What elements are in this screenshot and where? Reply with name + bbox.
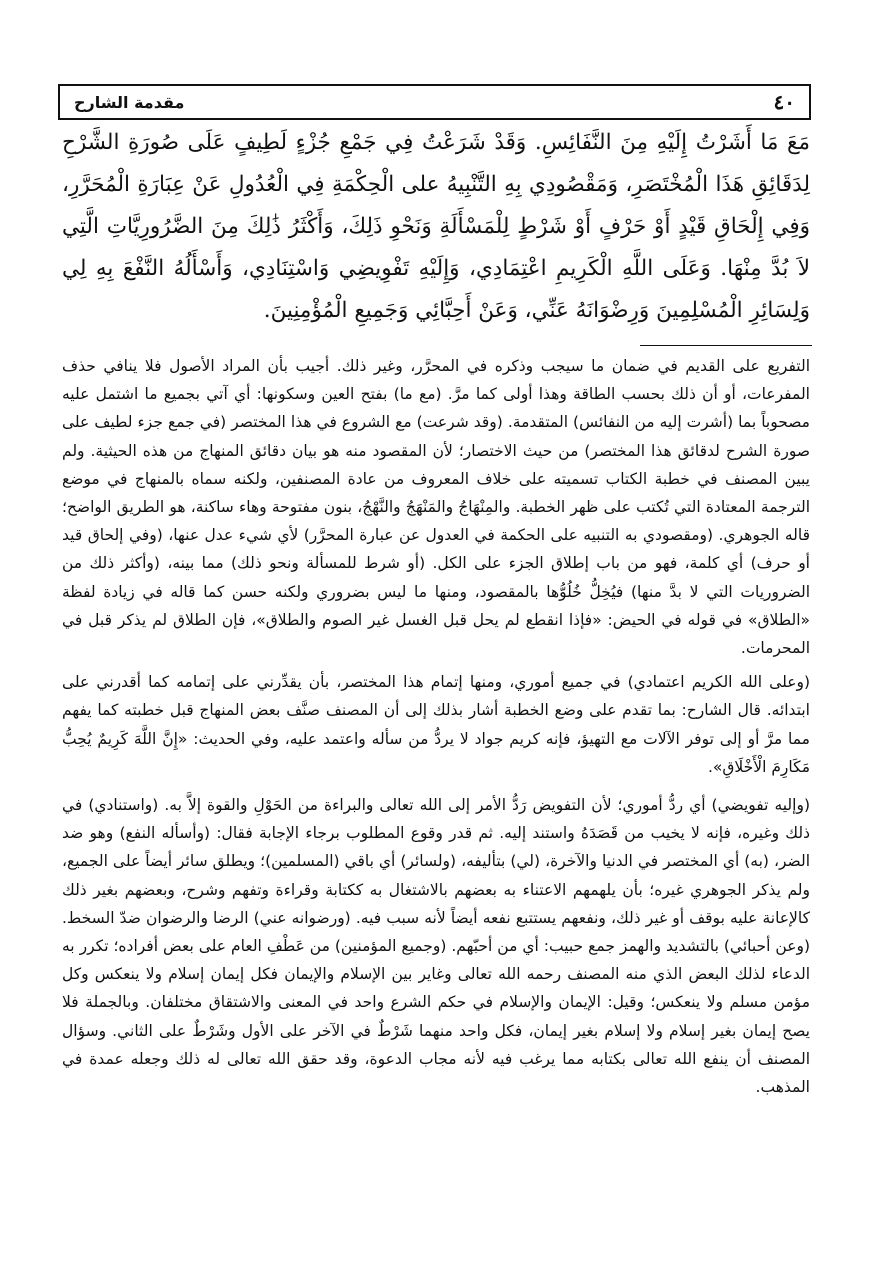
sharh-paragraph: (وعلى الله الكريم اعتمادي) في جميع أموري، ومنها إتمام هذا المختصر، بأن يقدِّرني على إتمامه كما أقدرني على ابتدائه. قال الشارح: بما تقدم على وضع الخطبة أشار بذلك إلى أن المصنف صنَّف بعض المنهاج قبل خطبته كما يفهم مما مرَّ أو إلى توفر الآلات مع التهيؤ، فإنه كريم جواد لا يردُّ من سأله واعتمد عليه، وفي الحديث: «إِنَّ اللَّهَ كَرِيمٌ يُحِبُّ مَكَارِمَ الْأَخْلَاقِ».: [62, 673, 810, 776]
page-number: ٤٠: [773, 90, 795, 114]
sharh-paragraph: (وإليه تفويضي) أي ردُّ أموري؛ لأن التفويض رَدُّ الأمر إلى الله تعالى والبراءة من الحَوْلِ والقوة إلاَّ به. (واستنادي) في ذلك وغيره، فإنه لا يخيب من قَصَدَهُ واستند إليه. ثم قدر وقوع المطلوب برجاء الإجابة فقال: (وأسأله النفع) وهو ضد الضر، (به) أي المختصر في الدنيا والآخرة، (لي) بتأليفه، (ولسائر) أي باقي (المسلمين)؛ ويطلق سائر أيضاً على الجميع، ولم يذكر الجوهري غيره؛ بأن يلهمهم الاعتناء به بعضهم بالاشتغال به ككتابة وقراءة وتفهم وشرح، وبعضهم بغير ذلك كالإعانة عليه بوقف أو غير ذلك، ونفعهم يستتبع نفعه أيضاً لأنه سبب فيه. (ورضوانه عني) الرضا والرضوان ضدّ السخط. (وعن أحبائي) بالتشديد والهمز جمع حبيب: أي من أحبّهم. (وجميع المؤمنين) من عَطْفِ العام على بعض أفراده؛ تكرر به الدعاء لذلك البعض الذي منه المصنف رحمه الله تعالى وغاير بين الإسلام والإيمان فكل إيمان إسلام ولا ينعكس وكل مؤمن مسلم ولا ينعكس؛ وقيل: الإيمان والإسلام في حكم الشرع واحد في المعنى والاشتقاق مختلفان. وبالجملة فلا يصح إيمان بغير إسلام ولا إسلام بغير إيمان، فكل واحد منهما شَرْطٌ في الآخر على الأول وشَرْطٌ على الثاني. وسؤال المصنف أن ينفع الله تعالى بكتابه مما يرغب فيه لأنه مجاب الدعوة، وقد حقق الله تعالى له ذلك وجعله عمدة في المذهب.: [62, 796, 810, 1097]
matn-text: مَعَ مَا أَشَرْتُ إِلَيْهِ مِنَ النَّفَائِسِ. وَقَدْ شَرَعْتُ فِي جَمْعِ جُزْءٍ لَطِيفٍ عَلَى صُورَةِ الشَّرْحِ لِدَقَائِقِ هَذَا الْمُخْتَصَرِ، وَمَقْصُودِي بِهِ التَّنْبِيهُ على الْحِكْمَةِ فِي الْعُدُولِ عَنْ عِبَارَةِ الْمُحَرَّرِ، وَفِي إِلْحَاقِ قَيْدٍ أَوْ حَرْفٍ أَوْ شَرْطٍ لِلْمَسْأَلَةِ وَنَحْوِ ذَلِكَ، وَأَكْثَرُ ذَٰلِكَ مِنَ الضَّرُورِيَّاتِ الَّتِي لاَ بُدَّ مِنْهَا. وَعَلَى اللَّهِ الْكَرِيمِ اعْتِمَادِي، وَإِلَيْهِ تَفْوِيضِي وَاسْتِنَادِي، وَأَسْأَلُهُ النَّفْعَ بِهِ لِي وَلِسَائِرِ الْمُسْلِمِينَ وَرِضْوَانَهُ عَنِّي، وَعَنْ أَحِبَّائِي وَجَمِيعِ الْمُؤْمِنِينَ.: [62, 130, 810, 323]
page-header: [58, 84, 811, 120]
running-title: مقدمة الشارح: [74, 92, 185, 112]
sharh-paragraph: التفريع على القديم في ضمان ما سيجب وذكره في المحرَّر، وغير ذلك. أجيب بأن المراد الأصول فلا ينافي حذف المفرعات، أو أن ذلك بحسب الطاقة وهذا أولى كما مرَّ. (مع ما) بفتح العين وسكونها: أي آتي بجميع ما اشتمل عليه مصحوباً بما (أشرت إليه من النفائس) المتقدمة. (وقد شرعت) مع الشروع في هذا المختصر (في جمع جزء لطيف على صورة الشرح لدقائق هذا المختصر) من حيث الاختصار؛ لأن المقصود منه هو بيان دقائق المنهاج من هذه الحيثية. ولم يبين المصنف في خطبة الكتاب تسميته على خلاف المعروف من عادة المصنفين، ولكنه سماه بالمنهاج في موضع الترجمة المعتادة التي تُكتب على ظهر الخطبة. والمِنْهَاجُ والمَنْهَجُ والنَّهْجُ، بنون مفتوحة وهاء ساكنة، هو الطريق الواضح؛ قاله الجوهري. (ومقصودي به التنبيه على الحكمة في العدول عن عبارة المحرَّر) لأي شيء عدل عنها، (وفي إلحاق قيد أو حرف) أي كلمة، فهو من باب إطلاق الجزء على الكل. (أو شرط للمسألة ونحو ذلك) مما بينه، (وأكثر ذلك من الضروريات التي لا بدَّ منها) فيُخِلُّ خُلُوُّها بالمقصود، ومنها ما ليس بضروري ولكنه حسن كما قاله في زيادة لفظة «الطلاق» في قوله في الحيض: «فإذا انقطع لم يحل قبل الغسل غير الصوم والطلاق»، فإن الطلاق لم يذكر قبل في المحرمات.: [62, 357, 810, 658]
sharh-commentary: [62, 352, 810, 1101]
footnote-divider: [640, 345, 812, 346]
